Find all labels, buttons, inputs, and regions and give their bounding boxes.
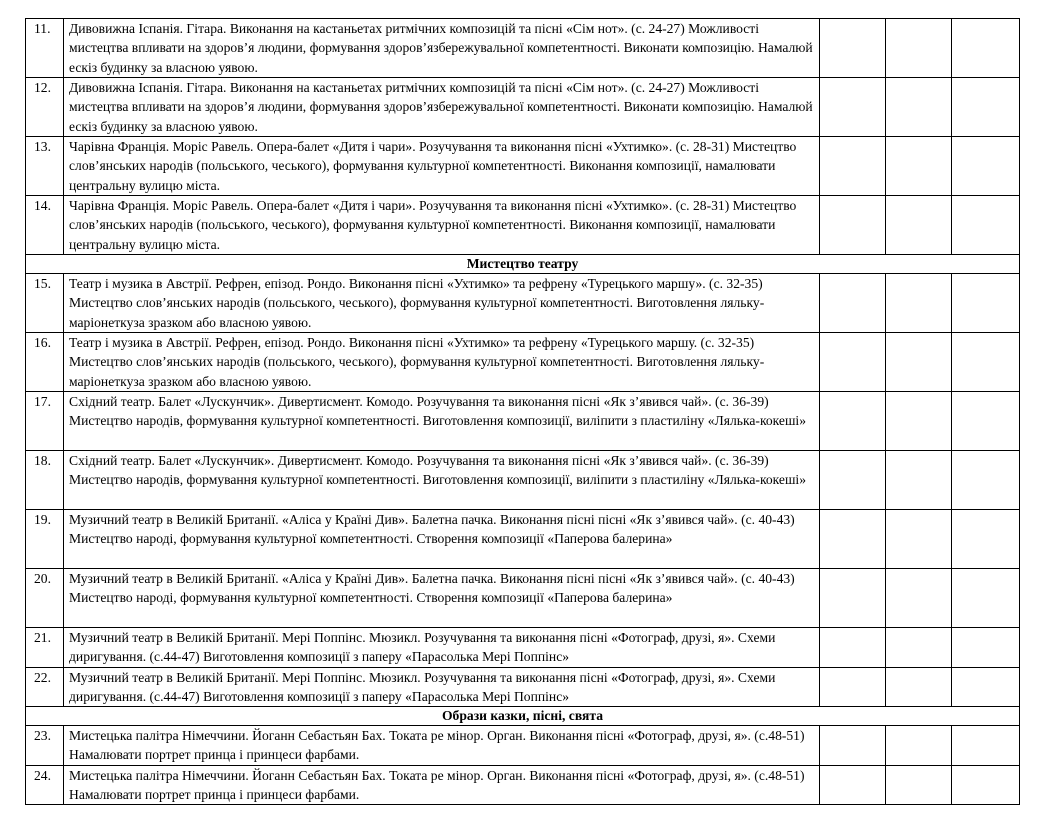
empty-cell <box>886 274 952 333</box>
empty-cell <box>886 137 952 196</box>
lesson-description: Театр і музика в Австрії. Рефрен, епізод. Рондо. Виконання пісні «Ухтимко» та рефрену «Турецького маршу. (с. 32-35) Мистецтво слов’янських народів (польського, чеського), формування культурної компетентності. Виготовлення ляльку-маріонеткуза зразком або власною уявою. <box>64 333 820 392</box>
empty-cell <box>952 569 1020 628</box>
lesson-plan-body <box>26 19 1020 805</box>
empty-cell <box>952 667 1020 707</box>
lesson-number: 24. <box>26 765 64 805</box>
lesson-description: Дивовижна Іспанія. Гітара. Виконання на кастаньетах ритмічних композицій та пісні «Сім нот». (с. 24-27) Можливості мистецтва впливати на здоров’я людини, формування здоров’язбережувальної компетентності. Виконати композицію. Намалюй ескіз будинку за власною уявою. <box>64 19 820 78</box>
empty-cell <box>820 78 886 137</box>
empty-cell <box>820 726 886 766</box>
empty-cell <box>886 392 952 451</box>
section-title: Мистецтво театру <box>26 255 1020 274</box>
lesson-row <box>26 137 1020 196</box>
empty-cell <box>820 196 886 255</box>
empty-cell <box>952 451 1020 510</box>
empty-cell <box>886 765 952 805</box>
empty-cell <box>952 274 1020 333</box>
empty-cell <box>820 569 886 628</box>
empty-cell <box>820 19 886 78</box>
lesson-row <box>26 78 1020 137</box>
lesson-number: 20. <box>26 569 64 628</box>
empty-cell <box>952 628 1020 668</box>
empty-cell <box>886 19 952 78</box>
empty-cell <box>820 667 886 707</box>
lesson-row <box>26 726 1020 766</box>
lesson-row <box>26 667 1020 707</box>
empty-cell <box>820 137 886 196</box>
section-header-row <box>26 255 1020 274</box>
empty-cell <box>820 274 886 333</box>
lesson-row <box>26 19 1020 78</box>
lesson-row <box>26 274 1020 333</box>
empty-cell <box>820 451 886 510</box>
lesson-description: Музичний театр в Великій Британії. «Аліса у Країні Див». Балетна пачка. Виконання пісні пісні «Як з’явився чай». (с. 40-43) Мистецтво народі, формування культурної компетентності. Створення композиції «Паперова балерина» <box>64 510 820 569</box>
lesson-plan-table <box>25 18 1020 805</box>
lesson-number: 18. <box>26 451 64 510</box>
lesson-row <box>26 765 1020 805</box>
lesson-row <box>26 333 1020 392</box>
lesson-row <box>26 392 1020 451</box>
empty-cell <box>820 628 886 668</box>
lesson-row <box>26 569 1020 628</box>
empty-cell <box>952 392 1020 451</box>
lesson-description: Чарівна Франція. Моріс Равель. Опера-балет «Дитя і чари». Розучування та виконання пісні «Ухтимко». (с. 28-31) Мистецтво слов’янських народів (польського, чеського), формування культурної компетентності. Виконання композиції, намалювати центральну вулицю міста. <box>64 137 820 196</box>
section-title: Образи казки, пісні, свята <box>26 707 1020 726</box>
empty-cell <box>886 628 952 668</box>
empty-cell <box>820 510 886 569</box>
lesson-description: Музичний театр в Великій Британії. Мері Поппінс. Мюзикл. Розучування та виконання пісні «Фотограф, друзі, я». Схеми диригування. (с.44-47) Виготовлення композиції з паперу «Парасолька Мері Поппінс» <box>64 628 820 668</box>
lesson-number: 12. <box>26 78 64 137</box>
lesson-number: 14. <box>26 196 64 255</box>
lesson-number: 15. <box>26 274 64 333</box>
lesson-row <box>26 510 1020 569</box>
empty-cell <box>952 510 1020 569</box>
lesson-description: Східний театр. Балет «Лускунчик». Дивертисмент. Комодо. Розучування та виконання пісні «Як з’явився чай». (с. 36-39) Мистецтво народів, формування культурної компетентності. Виготовлення композиції, виліпити з пластиліну «Лялька-кокеші» <box>64 451 820 510</box>
lesson-number: 22. <box>26 667 64 707</box>
lesson-row <box>26 196 1020 255</box>
lesson-description: Музичний театр в Великій Британії. Мері Поппінс. Мюзикл. Розучування та виконання пісні «Фотограф, друзі, я». Схеми диригування. (с.44-47) Виготовлення композиції з паперу «Парасолька Мері Поппінс» <box>64 667 820 707</box>
empty-cell <box>952 137 1020 196</box>
empty-cell <box>886 333 952 392</box>
lesson-row <box>26 628 1020 668</box>
empty-cell <box>886 569 952 628</box>
section-header-row <box>26 707 1020 726</box>
empty-cell <box>886 196 952 255</box>
lesson-description: Музичний театр в Великій Британії. «Аліса у Країні Див». Балетна пачка. Виконання пісні пісні «Як з’явився чай». (с. 40-43) Мистецтво народі, формування культурної компетентності. Створення композиції «Паперова балерина» <box>64 569 820 628</box>
empty-cell <box>952 78 1020 137</box>
empty-cell <box>886 726 952 766</box>
empty-cell <box>952 333 1020 392</box>
lesson-description: Мистецька палітра Німеччини. Йоганн Себастьян Бах. Токата ре мінор. Орган. Виконання пісні «Фотограф, друзі, я». (с.48-51) Намалювати портрет принца і принцеси фарбами. <box>64 726 820 766</box>
lesson-description: Мистецька палітра Німеччини. Йоганн Себастьян Бах. Токата ре мінор. Орган. Виконання пісні «Фотограф, друзі, я». (с.48-51) Намалювати портрет принца і принцеси фарбами. <box>64 765 820 805</box>
lesson-number: 21. <box>26 628 64 668</box>
empty-cell <box>886 451 952 510</box>
lesson-number: 11. <box>26 19 64 78</box>
lesson-number: 19. <box>26 510 64 569</box>
lesson-description: Дивовижна Іспанія. Гітара. Виконання на кастаньетах ритмічних композицій та пісні «Сім нот». (с. 24-27) Можливості мистецтва впливати на здоров’я людини, формування здоров’язбережувальної компетентності. Виконати композицію. Намалюй ескіз будинку за власною уявою. <box>64 78 820 137</box>
empty-cell <box>820 765 886 805</box>
empty-cell <box>820 392 886 451</box>
lesson-number: 23. <box>26 726 64 766</box>
empty-cell <box>952 19 1020 78</box>
lesson-number: 16. <box>26 333 64 392</box>
lesson-description: Театр і музика в Австрії. Рефрен, епізод. Рондо. Виконання пісні «Ухтимко» та рефрену «Турецького маршу». (с. 32-35) Мистецтво слов’янських народів (польського, чеського), формування культурної компетентності. Виготовлення ляльку-маріонеткуза зразком або власною уявою. <box>64 274 820 333</box>
lesson-number: 13. <box>26 137 64 196</box>
empty-cell <box>952 196 1020 255</box>
empty-cell <box>952 726 1020 766</box>
lesson-row <box>26 451 1020 510</box>
lesson-description: Чарівна Франція. Моріс Равель. Опера-балет «Дитя і чари». Розучування та виконання пісні «Ухтимко». (с. 28-31) Мистецтво слов’янських народів (польського, чеського), формування культурної компетентності. Виконання композиції, намалювати центральну вулицю міста. <box>64 196 820 255</box>
empty-cell <box>952 765 1020 805</box>
empty-cell <box>886 78 952 137</box>
empty-cell <box>886 510 952 569</box>
empty-cell <box>886 667 952 707</box>
lesson-number: 17. <box>26 392 64 451</box>
lesson-description: Східний театр. Балет «Лускунчик». Дивертисмент. Комодо. Розучування та виконання пісні «Як з’явився чай». (с. 36-39) Мистецтво народів, формування культурної компетентності. Виготовлення композиції, виліпити з пластиліну «Лялька-кокеші» <box>64 392 820 451</box>
empty-cell <box>820 333 886 392</box>
